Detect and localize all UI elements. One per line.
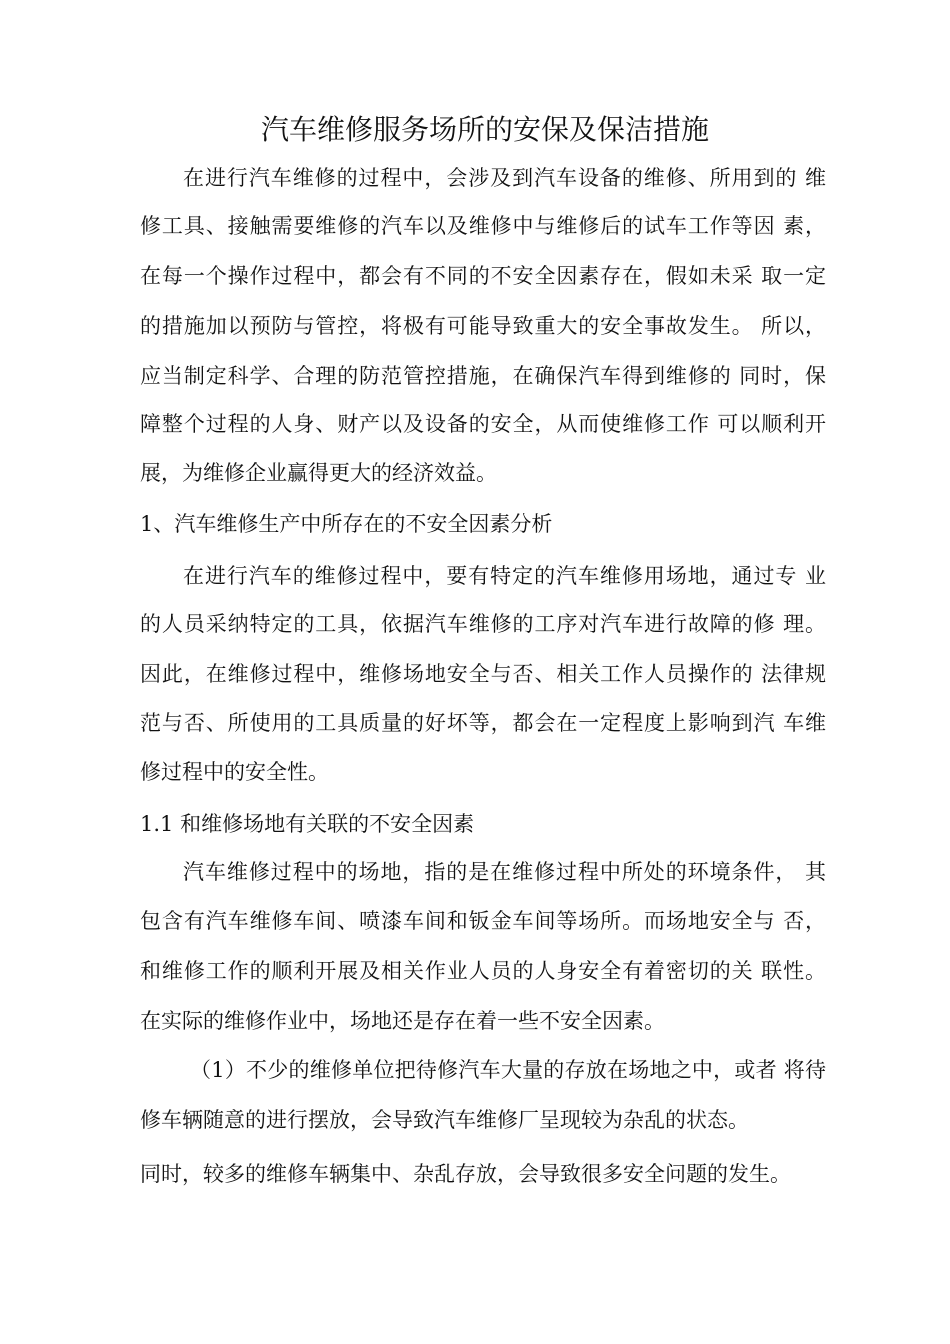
paragraph-line: 的人员采纳特定的工具，依据汽车维修的工序对汽车进行故障的修 理。	[140, 612, 826, 636]
paragraph-line: 修过程中的安全性。	[140, 760, 329, 784]
paragraph-line: 修工具、接触需要维修的汽车以及维修中与维修后的试车工作等因 素，	[140, 214, 826, 238]
list-item-line: （1）不少的维修单位把待修汽车大量的存放在场地之中，或者 将待	[190, 1058, 826, 1082]
paragraph-line: 汽车维修过程中的场地，指的是在维修过程中所处的环境条件， 其	[183, 860, 826, 884]
paragraph-line: 障整个过程的人身、财产以及设备的安全，从而使维修工作 可以顺利开	[140, 412, 826, 436]
paragraph-line: 在实际的维修作业中，场地还是存在着一些不安全因素。	[140, 1009, 665, 1033]
document-title: 汽车维修服务场所的安保及保洁措施	[260, 113, 709, 146]
paragraph-line: 范与否、所使用的工具质量的好坏等，都会在一定程度上影响到汽 车维	[140, 711, 826, 735]
paragraph-line: 同时，较多的维修车辆集中、杂乱存放，会导致很多安全问题的发生。	[140, 1162, 791, 1186]
paragraph-line: 因此，在维修过程中，维修场地安全与否、相关工作人员操作的 法律规	[140, 662, 826, 686]
paragraph-line: 在进行汽车的维修过程中，要有特定的汽车维修用场地，通过专 业	[183, 564, 826, 588]
paragraph-line: 包含有汽车维修车间、喷漆车间和钣金车间等场所。而场地安全与 否，	[140, 909, 826, 933]
paragraph-line: 展，为维修企业赢得更大的经济效益。	[140, 461, 497, 485]
paragraph-line: 在进行汽车维修的过程中，会涉及到汽车设备的维修、所用到的 维	[183, 166, 826, 190]
subsection-heading: 1.1 和维修场地有关联的不安全因素	[140, 812, 475, 836]
paragraph-line: 应当制定科学、合理的防范管控措施，在确保汽车得到维修的 同时，保	[140, 364, 826, 388]
paragraph-line: 和维修工作的顺利开展及相关作业人员的人身安全有着密切的关 联性。	[140, 959, 826, 983]
paragraph-line: 在每一个操作过程中，都会有不同的不安全因素存在，假如未采 取一定	[140, 264, 826, 288]
section-heading: 1、汽车维修生产中所存在的不安全因素分析	[140, 512, 553, 536]
list-item-line: 修车辆随意的进行摆放，会导致汽车维修厂呈现较为杂乱的状态。	[140, 1108, 749, 1132]
paragraph-line: 的措施加以预防与管控，将极有可能导致重大的安全事故发生。 所以，	[140, 314, 826, 338]
